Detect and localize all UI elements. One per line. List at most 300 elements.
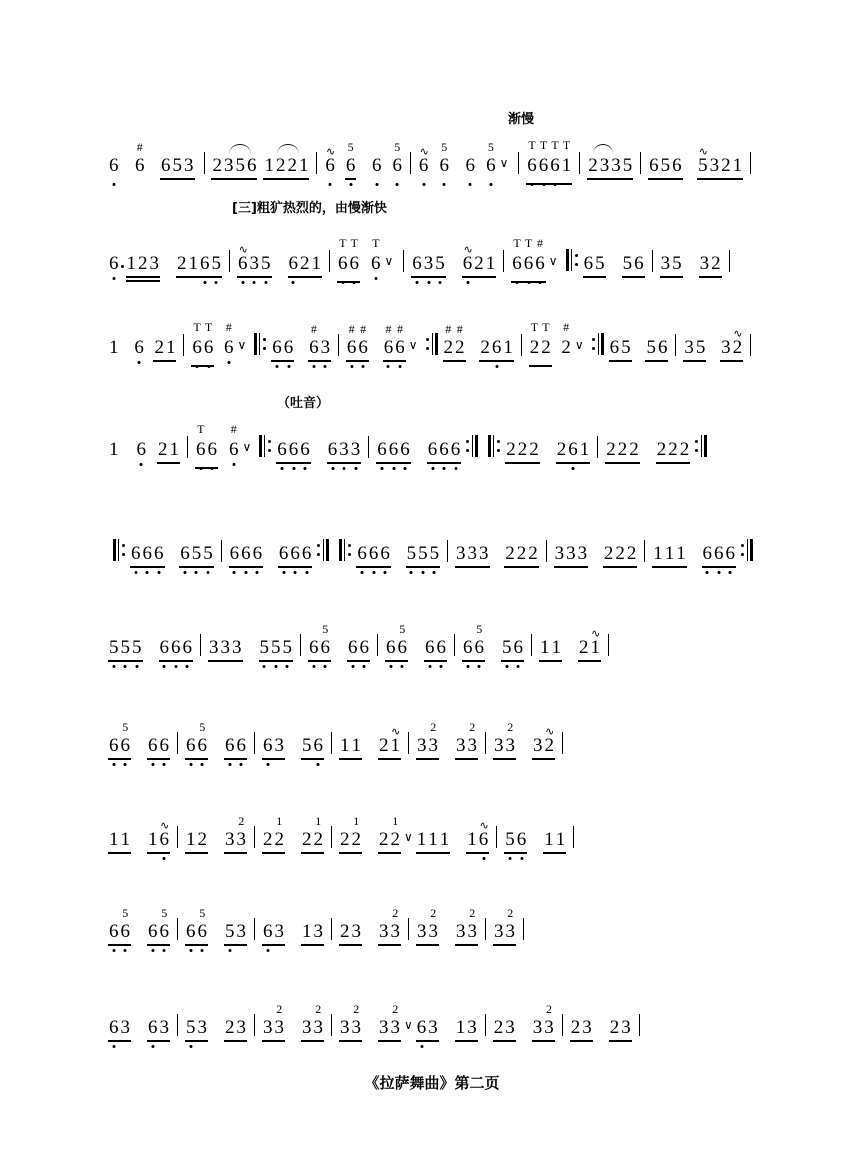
barline	[531, 634, 532, 656]
note: 3 2	[313, 1002, 323, 1038]
note: 2 #	[561, 320, 571, 358]
note: 2	[603, 543, 614, 564]
note: 6 #	[223, 338, 235, 358]
note: 3	[302, 1017, 312, 1038]
note: 6 ∿	[324, 156, 336, 176]
note: 6 #	[135, 140, 145, 176]
note: 2 T	[541, 320, 551, 358]
note: 2 #	[443, 322, 454, 358]
repeat-start	[488, 435, 500, 457]
note: 6	[388, 440, 400, 460]
barline	[675, 334, 676, 356]
note: 6	[725, 544, 737, 564]
barline	[331, 826, 332, 848]
breath-mark: ∨	[242, 440, 252, 454]
note: 1	[340, 735, 350, 756]
barline	[579, 152, 580, 174]
note: 6	[136, 440, 148, 460]
note: 2	[615, 543, 625, 564]
note: 2	[679, 439, 690, 460]
note: 2	[379, 829, 389, 850]
barline	[177, 732, 178, 754]
note: 2	[517, 439, 528, 460]
note: 1	[653, 543, 663, 564]
note: 3	[709, 155, 720, 176]
note: 5	[302, 735, 312, 756]
note: 5	[191, 544, 203, 564]
note: 3 2	[351, 1002, 361, 1038]
barline	[485, 1014, 486, 1036]
note: 6	[133, 338, 145, 358]
note: 3	[494, 921, 504, 942]
note: 6	[130, 544, 142, 564]
note: 6	[179, 544, 191, 564]
note: 3	[505, 1017, 515, 1038]
note: 3	[223, 155, 234, 176]
note: 6	[147, 922, 159, 942]
note: 6	[450, 440, 462, 460]
note: 1	[186, 829, 196, 850]
note: 5	[621, 337, 631, 358]
note: 6 ∿	[237, 254, 249, 274]
note: 2	[302, 829, 312, 850]
note: 1	[485, 253, 496, 274]
note: 6 T	[523, 254, 535, 274]
note: 1	[264, 155, 274, 176]
score-system-7	[108, 712, 758, 756]
note: 3	[467, 543, 477, 564]
note: 2	[579, 637, 589, 658]
note: 5	[235, 155, 245, 176]
note: 3	[320, 338, 332, 358]
note: 3	[599, 155, 610, 176]
breath-mark: ∨	[404, 830, 413, 844]
note: 1	[302, 921, 312, 942]
note: 6	[108, 1018, 120, 1038]
note: 6 5	[197, 922, 209, 942]
note: 6 5	[159, 922, 171, 942]
note: 3	[379, 1017, 389, 1038]
barline	[177, 918, 178, 940]
note: 5	[501, 638, 513, 658]
note: 2	[617, 439, 628, 460]
dotted-rhythm-dot	[121, 265, 124, 268]
note: 3	[351, 921, 361, 942]
barline	[338, 334, 339, 356]
note: 6	[229, 544, 241, 564]
note: 6	[108, 254, 120, 274]
note: 3 2	[467, 720, 477, 756]
note: 6	[438, 440, 450, 460]
note: 2	[197, 829, 207, 850]
note: 2	[138, 253, 148, 274]
note: 3	[379, 921, 389, 942]
note: 6 5	[320, 638, 332, 658]
note: 3	[225, 829, 235, 850]
note: 6	[185, 922, 197, 942]
note: 6 T	[538, 156, 550, 176]
note: 6	[356, 544, 368, 564]
note: 6	[385, 638, 397, 658]
note: 6 T	[526, 156, 538, 176]
note: 5	[417, 544, 429, 564]
note: 3	[467, 1017, 477, 1038]
note: 3	[456, 543, 466, 564]
note: 2	[212, 155, 222, 176]
note: 3	[417, 921, 427, 942]
note: 3	[684, 337, 694, 358]
breath-mark: ∨	[574, 338, 584, 352]
breath-mark: ∨	[548, 254, 558, 268]
note: 3 2	[390, 1002, 400, 1038]
note: 2	[287, 155, 297, 176]
note: 1	[351, 735, 361, 756]
note: 1	[109, 439, 119, 460]
note: 6	[327, 440, 339, 460]
note: 6	[262, 736, 274, 756]
barline	[652, 250, 653, 272]
note: 5	[660, 155, 671, 176]
note: 1	[188, 253, 198, 274]
note: 6	[436, 638, 448, 658]
barline	[254, 918, 255, 940]
note: 5	[622, 253, 633, 274]
note: 3	[274, 735, 284, 756]
note: 6	[199, 254, 211, 274]
note: 2	[629, 439, 639, 460]
note: 6 5	[439, 156, 451, 176]
note: 3	[249, 254, 261, 274]
note: 5	[282, 638, 294, 658]
repeat-start	[259, 435, 271, 457]
breath-mark: ∨	[404, 1018, 413, 1032]
note: 5	[260, 254, 272, 274]
note: 6	[376, 440, 388, 460]
barline	[254, 1014, 255, 1036]
note: 3	[423, 254, 435, 274]
barline	[403, 250, 404, 272]
note: 3	[120, 1017, 130, 1038]
note: 6	[108, 922, 120, 942]
note: 6	[108, 736, 120, 756]
annotation-jianman: 渐慢	[508, 112, 535, 127]
barline	[562, 1014, 563, 1036]
note: 6	[299, 440, 311, 460]
note: 6	[513, 638, 525, 658]
note: 1	[120, 829, 130, 850]
note: 2	[656, 439, 667, 460]
note: 2	[556, 439, 567, 460]
note: 6	[634, 253, 644, 274]
note: 2	[379, 735, 389, 756]
note: 6 5	[485, 156, 497, 176]
note: 3	[428, 1017, 438, 1038]
note: 1	[311, 253, 321, 274]
note: 6 T	[349, 254, 361, 274]
repeat-end	[592, 333, 604, 355]
note: 6 ∿	[462, 254, 474, 274]
note: 5	[185, 1018, 197, 1038]
note: 1	[148, 829, 158, 850]
barline	[221, 540, 222, 562]
note: 6 5	[120, 736, 132, 756]
note: 6	[142, 544, 154, 564]
note: 3	[236, 1017, 246, 1038]
note: 3	[554, 543, 565, 564]
note: 2	[588, 155, 598, 176]
note: 2	[340, 921, 350, 942]
note: 2	[177, 253, 187, 274]
barline	[729, 250, 730, 272]
note: 6	[424, 638, 436, 658]
note: 1	[109, 337, 119, 358]
note: 3	[149, 253, 159, 274]
score-system-6	[108, 614, 758, 658]
note: 6 #	[383, 338, 395, 358]
note: 6 T	[191, 338, 203, 358]
note: 6	[246, 155, 257, 176]
note: 5	[434, 254, 446, 274]
barline	[521, 334, 522, 356]
note: 2	[506, 439, 516, 460]
note: 6	[276, 440, 288, 460]
breath-mark: ∨	[499, 156, 509, 170]
score-system-4	[108, 416, 758, 460]
note: 3	[532, 1017, 543, 1038]
note: 6	[283, 338, 295, 358]
note: 5	[429, 544, 441, 564]
note: 3 2	[505, 720, 515, 756]
barline	[183, 334, 184, 356]
score-system-2	[108, 230, 758, 274]
note: 2 T	[529, 320, 540, 358]
note: 6	[368, 544, 380, 564]
note: 6 #	[346, 338, 358, 358]
note: 6	[371, 156, 383, 176]
barline	[229, 250, 230, 272]
repeat-end	[317, 539, 329, 561]
barline	[331, 732, 332, 754]
note: 3 2	[236, 814, 246, 850]
note: 6	[271, 338, 283, 358]
note: 6	[170, 638, 182, 658]
note: 5	[504, 830, 516, 850]
note: 2	[225, 1017, 235, 1038]
barline	[204, 152, 205, 174]
note: 6	[657, 337, 668, 358]
barline	[750, 152, 751, 174]
barline	[485, 918, 486, 940]
note: 6	[567, 440, 579, 460]
note: 3	[456, 735, 466, 756]
note: 1	[416, 829, 427, 850]
note: 6 #	[308, 338, 320, 358]
note: 6	[185, 736, 197, 756]
note: 5	[108, 638, 120, 658]
note: 5	[270, 638, 282, 658]
note: 1	[676, 543, 686, 564]
note: 3 2	[428, 720, 438, 756]
note: 2	[263, 829, 273, 850]
note: 6 5	[120, 922, 132, 942]
repeat-start	[566, 249, 578, 271]
breath-mark: ∨	[384, 254, 394, 268]
note: 1	[298, 155, 309, 176]
score-system-8	[108, 806, 758, 850]
note: 2	[606, 439, 616, 460]
note: 6	[278, 544, 290, 564]
note: 2	[480, 337, 490, 358]
note: 6	[147, 736, 159, 756]
note: 6 5	[397, 638, 409, 658]
note: 5	[259, 638, 271, 658]
note: 1	[664, 543, 675, 564]
note: 3	[274, 921, 284, 942]
note: 3	[611, 155, 621, 176]
note: 3 2	[390, 906, 400, 942]
note: 2 1	[351, 814, 361, 850]
repeat-end	[741, 539, 753, 561]
repeat-start	[254, 333, 266, 355]
barline	[254, 826, 255, 848]
note: 3 2	[274, 1002, 284, 1038]
note: 2	[493, 1017, 504, 1038]
note: 3	[577, 543, 588, 564]
note: 2	[275, 155, 286, 176]
note: 6	[411, 254, 423, 274]
note: 6	[379, 544, 391, 564]
barline	[410, 152, 411, 174]
note: 3	[197, 1017, 207, 1038]
note: 5	[224, 922, 236, 942]
note: 2 1	[274, 814, 284, 850]
note: 6	[147, 1018, 159, 1038]
note: 1	[165, 337, 176, 358]
note: 5	[202, 544, 214, 564]
note: 6 ∿	[478, 830, 490, 850]
note: 2	[721, 155, 731, 176]
score-system-10	[108, 994, 758, 1038]
barline	[300, 634, 301, 656]
note: 6 T	[203, 338, 215, 358]
note: 5	[672, 253, 682, 274]
note: 6	[288, 440, 300, 460]
note: 2	[300, 253, 310, 274]
note: 6	[236, 736, 248, 756]
note: 6 #	[357, 338, 369, 358]
note: 6 T	[195, 440, 207, 460]
note: 2	[516, 543, 527, 564]
note: 3	[209, 637, 219, 658]
note: 6	[672, 155, 682, 176]
note: 5	[695, 337, 706, 358]
note: 6	[262, 922, 274, 942]
note: 6 #	[534, 254, 546, 274]
barline	[316, 152, 317, 174]
note: 1	[455, 1017, 466, 1038]
barline	[644, 540, 645, 562]
barline	[329, 250, 330, 272]
note: 3	[566, 543, 576, 564]
note: 6 5	[392, 156, 404, 176]
note: 2 ∿	[544, 726, 554, 756]
score-system-5	[108, 520, 758, 564]
barline	[454, 634, 455, 656]
note: 6	[288, 254, 300, 274]
annotation-tuyin: （吐音）	[277, 396, 330, 411]
barline	[331, 918, 332, 940]
barline	[503, 250, 504, 272]
note: 5	[211, 254, 223, 274]
note: 6	[416, 1018, 428, 1038]
note: 6 ∿	[418, 156, 430, 176]
note: 6	[649, 155, 659, 176]
note: 5	[172, 155, 183, 176]
note: 6 T	[370, 254, 382, 274]
note: 1	[169, 439, 179, 460]
note: 6	[516, 830, 528, 850]
note: 1	[439, 829, 450, 850]
barline	[177, 1014, 178, 1036]
barline	[750, 334, 751, 356]
note: 2 1	[313, 814, 323, 850]
note: 6	[224, 736, 236, 756]
barline	[485, 732, 486, 754]
note: 6 ∿	[159, 830, 171, 850]
note: 1 ∿	[390, 726, 400, 756]
note: 2	[154, 337, 164, 358]
note: 2	[474, 253, 484, 274]
note: 3	[232, 637, 242, 658]
barline	[496, 826, 497, 848]
note: 1	[428, 829, 438, 850]
note: 3	[494, 735, 504, 756]
note: 3 2	[505, 906, 515, 942]
note: 6	[289, 544, 301, 564]
note: 1	[109, 829, 119, 850]
note: 6	[153, 544, 165, 564]
note: 3	[417, 735, 427, 756]
barline	[408, 918, 409, 940]
repeat-end	[466, 435, 478, 457]
note: 5	[120, 638, 132, 658]
note: 6	[301, 544, 313, 564]
note: 2 1	[390, 814, 400, 850]
note: 6	[427, 440, 439, 460]
repeat-end	[426, 333, 438, 355]
note: 1	[544, 829, 554, 850]
note: 6 T	[511, 254, 523, 274]
barline	[546, 540, 547, 562]
note: 5 ∿	[698, 146, 708, 176]
page-footer: 《拉萨舞曲》第二页	[364, 1074, 500, 1092]
note: 6	[491, 338, 503, 358]
note: 3	[660, 253, 671, 274]
note: 6	[182, 638, 194, 658]
note: 3	[533, 735, 543, 756]
note: 6 T	[337, 254, 349, 274]
barline	[377, 634, 378, 656]
note: 6 #	[228, 440, 240, 460]
note: 6	[702, 544, 714, 564]
barline	[368, 436, 369, 458]
barline	[177, 826, 178, 848]
note: 6	[159, 736, 171, 756]
barline	[187, 436, 188, 458]
barline	[331, 1014, 332, 1036]
note: 3	[350, 440, 362, 460]
note: 3 2	[467, 906, 477, 942]
